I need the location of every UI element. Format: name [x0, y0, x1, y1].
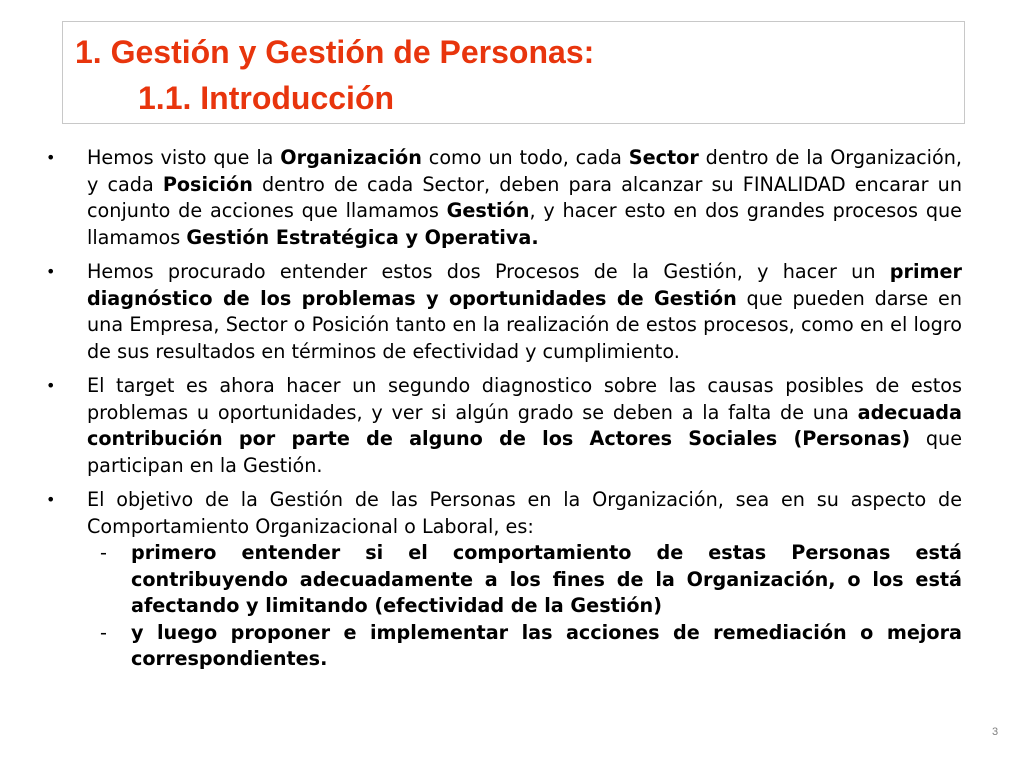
bullet-bold: Gestión [446, 199, 530, 222]
bullet-item [42, 145, 962, 251]
bullet-text: Hemos visto que la [87, 146, 281, 169]
dash-icon: - [100, 541, 107, 564]
bullet-text: , y hacer esto en dos grandes procesos que llamamos [87, 199, 962, 249]
bullet-text: dentro de la Organización, y cada [87, 146, 962, 196]
bullet-text: El objetivo de la Gestión de las Personas en la Organización, sea en su aspecto de Comportamiento Organizacional o Laboral, es: [87, 488, 962, 538]
bullet-text: como un todo, cada [421, 146, 629, 169]
bullet-bold: Gestión Estratégica y Operativa. [186, 225, 539, 249]
bullet-text: que pueden darse en una Empresa, Sector o Posición tanto en la realización de estos procesos, como en el logro de sus resultados en términos de efectividad y cumplimiento. [87, 286, 962, 363]
sub-item [42, 540, 962, 620]
bullet-bold: Sector [628, 146, 699, 169]
bullet-text: que participan en la Gestión. [87, 427, 962, 477]
slide-subtitle: 1.1. Introducción [138, 80, 395, 116]
page-number: 3 [992, 726, 999, 738]
bullet-item [42, 373, 962, 479]
bullet-icon: • [46, 262, 56, 281]
bullet-bold: adecuada contribución por parte de alguno de los Actores Sociales (Personas) [87, 400, 962, 450]
bullet-text: El target es ahora hacer un segundo diagnostico sobre las causas posibles de estos problemas u oportunidades, y ver si algún grado se deben a la falta de una [87, 374, 962, 424]
bullet-bold: Organización [280, 146, 422, 169]
title-box [62, 21, 965, 124]
bullet-item [42, 259, 962, 365]
sub-item-text: y luego proponer e implementar las acciones de remediación o mejora correspondientes. [131, 620, 962, 670]
bullet-item [42, 487, 962, 540]
sub-item-text: primero entender si el comportamiento de estas Personas está contribuyendo adecuadamente a los fines de la Organización, o los está afectando y limitando (efectividad de la Gestión) [131, 541, 962, 617]
slide-content [42, 145, 962, 673]
bullet-text: dentro de cada Sector, deben para alcanzar su FINALIDAD encarar un conjunto de acciones que llamamos [87, 172, 962, 222]
bullet-icon: • [46, 490, 56, 509]
slide-title: 1. Gestión y Gestión de Personas: [75, 34, 595, 70]
bullet-icon: • [46, 376, 56, 395]
bullet-bold: primer diagnóstico de los problemas y oportunidades de Gestión [87, 260, 962, 310]
bullet-text: Hemos procurado entender estos dos Procesos de la Gestión, y hacer un [87, 260, 890, 283]
bullet-icon: • [46, 148, 56, 167]
sub-item [42, 620, 962, 673]
dash-icon: - [100, 620, 107, 644]
bullet-bold: Posición [162, 172, 253, 196]
